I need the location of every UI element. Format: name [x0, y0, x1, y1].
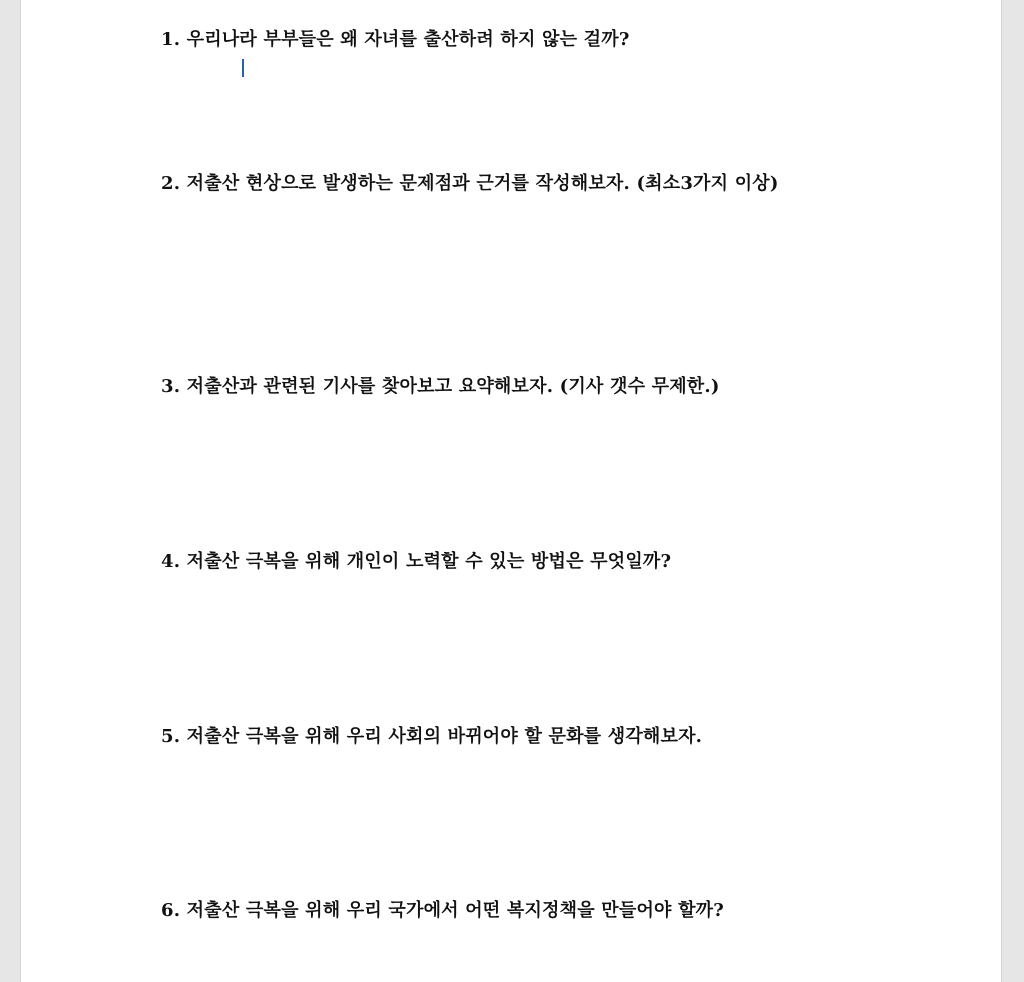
question-6: 6. 저출산 극복을 위해 우리 국가에서 어떤 복지정책을 만들어야 할까? — [161, 900, 725, 921]
question-4: 4. 저출산 극복을 위해 개인이 노력할 수 있는 방법은 무엇일까? — [161, 551, 672, 572]
question-2: 2. 저출산 현상으로 발생하는 문제점과 근거를 작성해보자. (최소3가지 이상) — [161, 173, 779, 194]
text-cursor — [242, 59, 244, 77]
question-5: 5. 저출산 극복을 위해 우리 사회의 바뀌어야 할 문화를 생각해보자. — [161, 726, 703, 747]
document-page[interactable] — [20, 0, 1002, 982]
question-3: 3. 저출산과 관련된 기사를 찾아보고 요약해보자. (기사 갯수 무제한.) — [161, 376, 720, 397]
question-1: 1. 우리나라 부부들은 왜 자녀를 출산하려 하지 않는 걸까? — [161, 29, 630, 50]
